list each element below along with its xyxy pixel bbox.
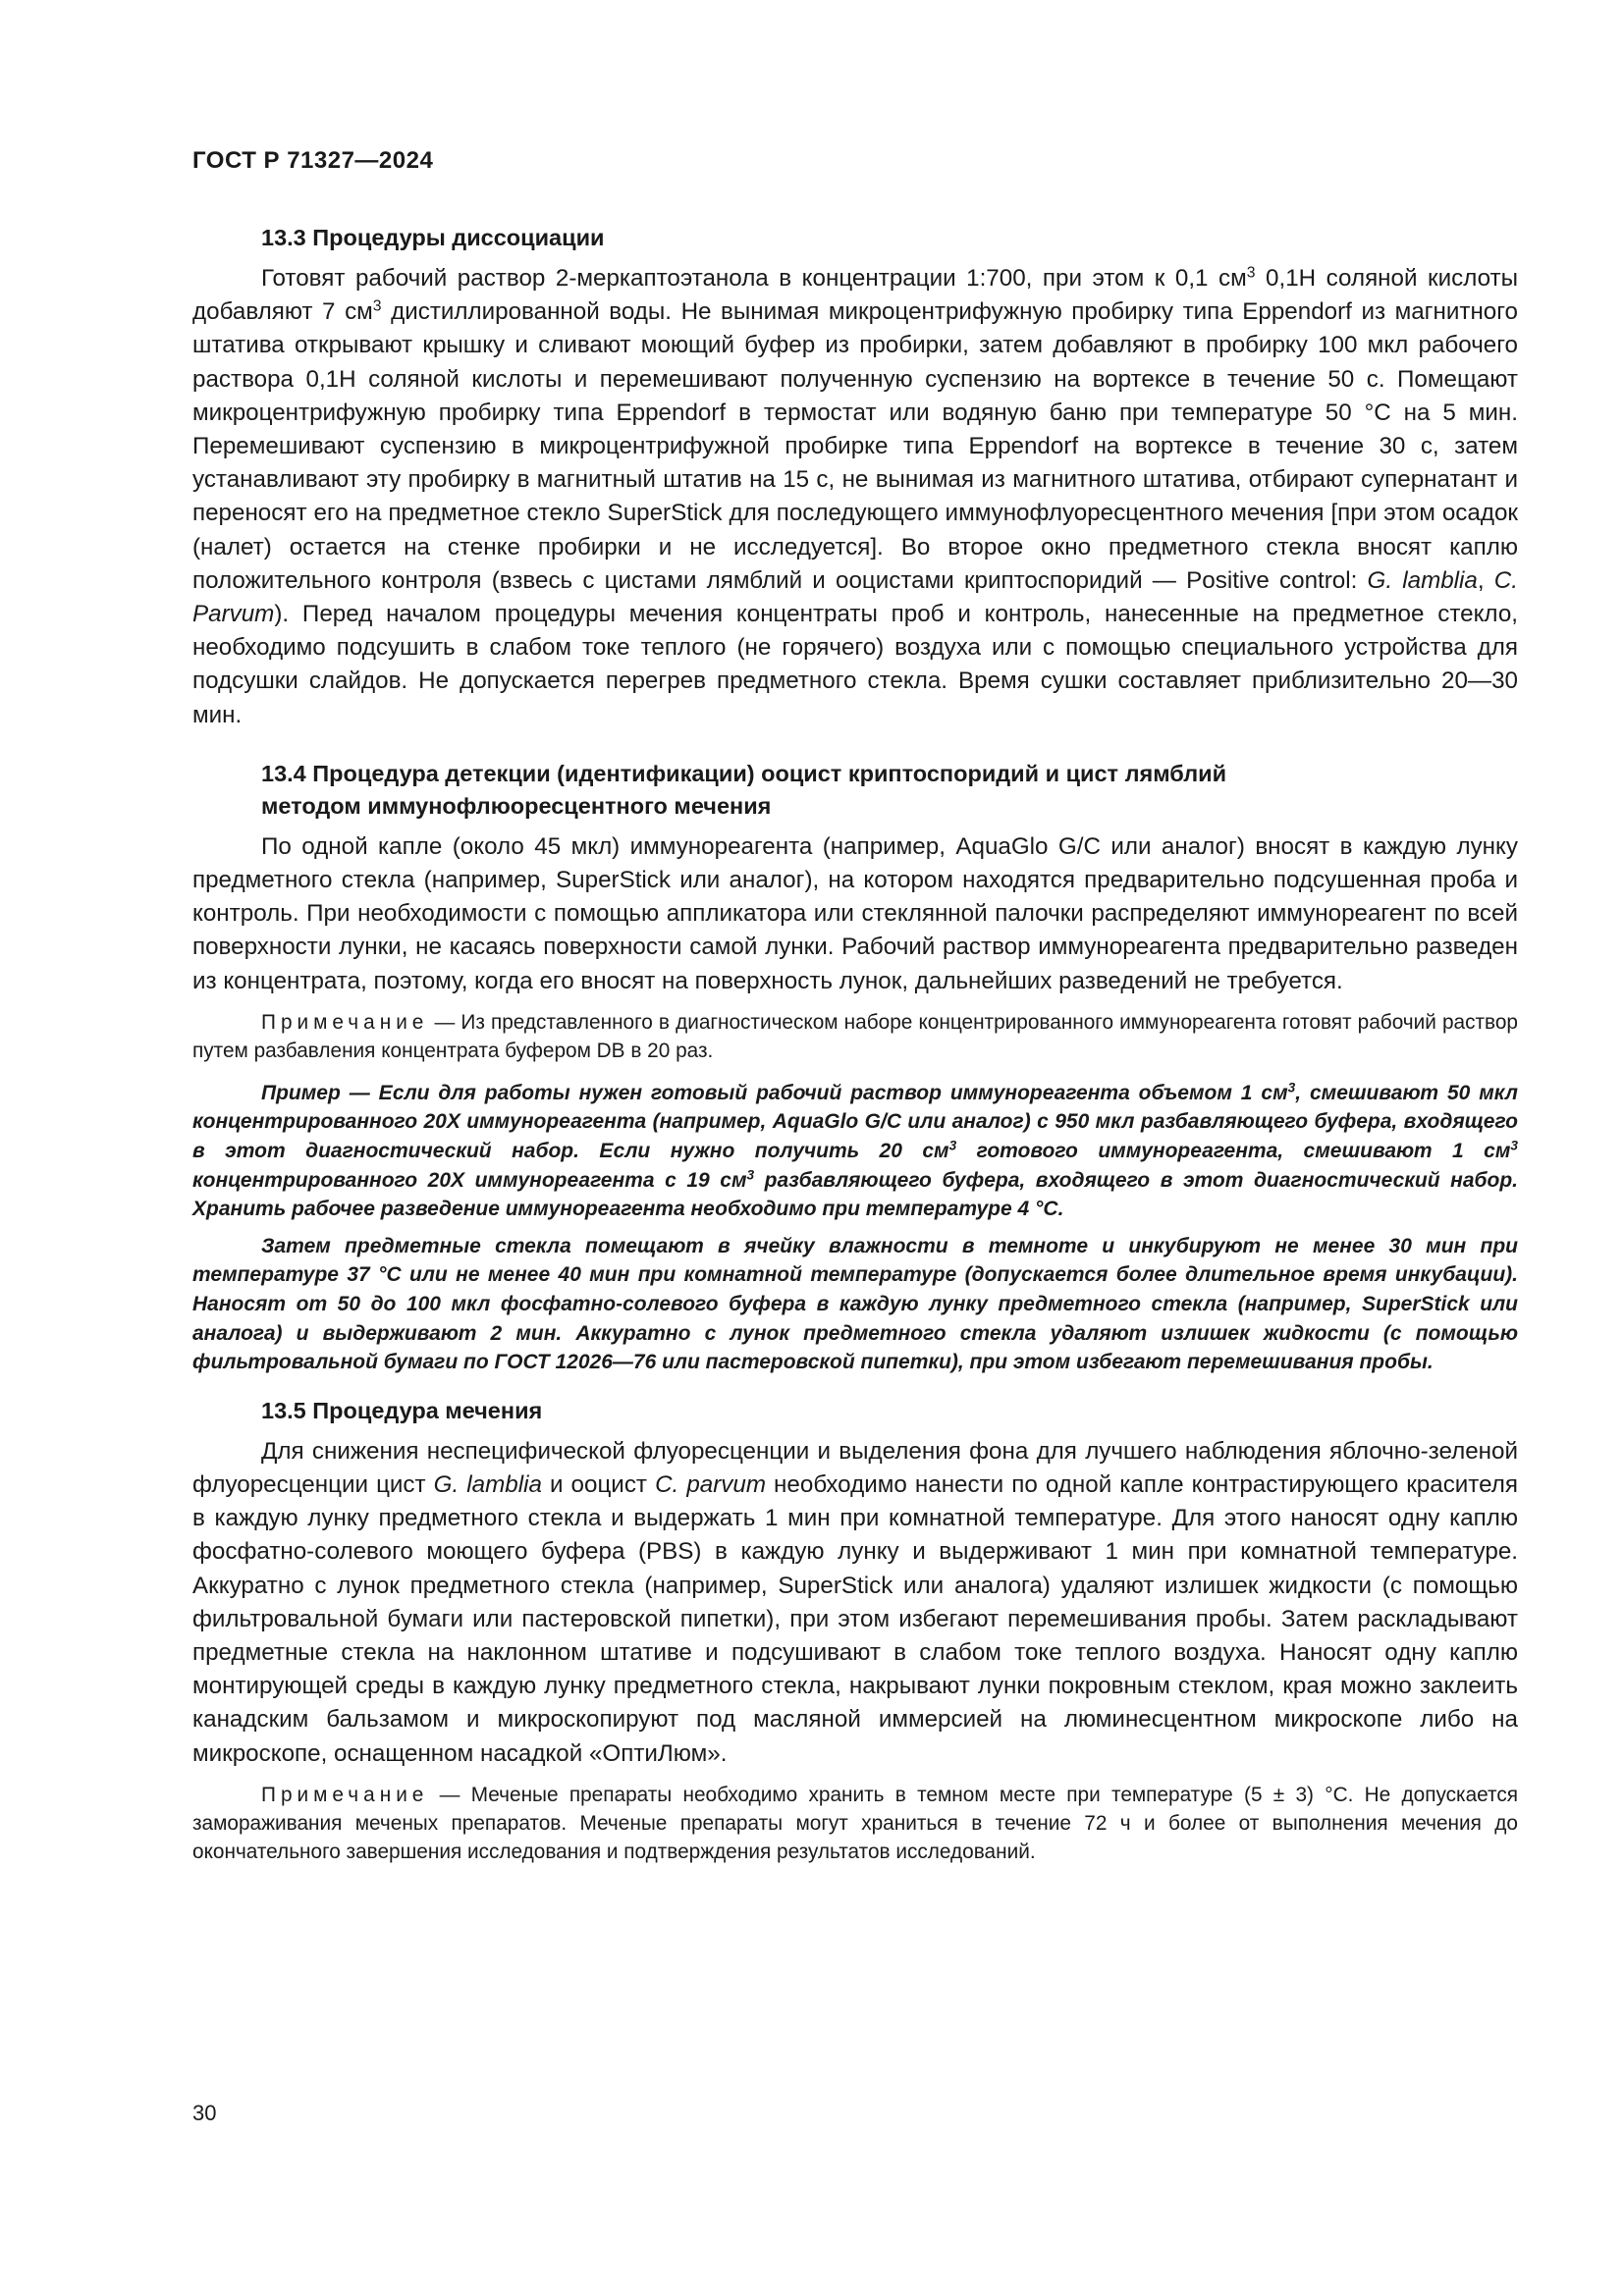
species-name: C. Parvum bbox=[192, 566, 1518, 628]
section-13-4-note bbox=[192, 1008, 1518, 1065]
section-13-5-heading: 13.5 Процедура мечения bbox=[261, 1397, 543, 1423]
heading-line: методом иммунофлюоресцентного мечения bbox=[261, 792, 772, 819]
section-13-5-paragraph bbox=[192, 1435, 1518, 1771]
text-run: , bbox=[1477, 566, 1494, 594]
text-run: ). Перед началом процедуры мечения концентраты проб и контроль, нанесенные на предметное стекло, необходимо подсушить в слабом токе теплого (не горячего) воздуха или с помощью специального устройства для подсушки слайдов. Не допускается перегрев предметного стекла. Время сушки составляет приблизительно 20—30 мин. bbox=[192, 601, 1518, 728]
note-label: Примечание bbox=[261, 1783, 429, 1806]
note-text: — Из представленного в диагностическом наборе концентрированного иммунореагента готовят рабочий раствор путем разбавления концентрата буфером DB в 20 раз. bbox=[192, 1010, 1518, 1062]
superscript: 3 bbox=[746, 1167, 755, 1183]
text-run: необходимо нанести по одной капле контрастирующего красителя в каждую лунку предметного стекла и выдержать 1 мин при комнатной температуре. Для этого наносят одну каплю фосфатно-солевого моющего буфера (PBS) в каждую лунку и выдерживают 1 мин при комнатной температуре. Аккуратно с лунок предметного стекла (например, SuperStick или аналога) удаляют излишек жидкости (с помощью фильтровальной бумаги или пастеровской пипетки), при этом избегают перемешивания пробы. Затем раскладывают предметные стекла на наклонном штативе и подсушивают в слабом токе теплого воздуха. Наносят одну каплю монтирующей среды в каждую лунку предметного стекла, накрывают лунки покровным стеклом, края можно заклеить канадским бальзамом и микроскопируют под масляной иммерсией на люминесцентном микроскопе либо на микроскопе, оснащенном насадкой «ОптиЛюм». bbox=[192, 1471, 1518, 1767]
species-name: G. lamblia bbox=[1367, 566, 1478, 594]
section-13-4-paragraph: По одной капле (около 45 мкл) иммунореагента (например, AquaGlo G/C или аналог) вносят в каждую лунку предметного стекла (например, SuperStick или аналог), на котором находятся предварительно подсушенная проба и контроль. При необходимости с помощью аппликатора или стеклянной палочки распределяют иммунореагент по всей поверхности лунки, не касаясь поверхности самой лунки. Рабочий раствор иммунореагента предварительно разведен из концентрата, поэтому, когда его вносят на поверхность лунок, дальнейших разведений не требуется. bbox=[192, 832, 1518, 994]
text-run: Пример — Если для работы нужен готовый рабочий раствор иммунореагента объемом 1 см bbox=[261, 1081, 1288, 1104]
superscript: 3 bbox=[372, 297, 382, 315]
note-label: Примечание bbox=[261, 1010, 429, 1034]
text-run: Готовят рабочий раствор 2-меркаптоэтанола в концентрации 1:700, при этом к 0,1 см bbox=[261, 265, 1247, 292]
text-run: и ооцист bbox=[541, 1471, 656, 1498]
superscript: 3 bbox=[1246, 264, 1256, 282]
document-header: ГОСТ Р 71327—2024 bbox=[192, 147, 434, 174]
text-run: разбавляющего буфера, входящего в этот диагностический набор. Хранить рабочее разведение иммунореагента необходимо при температуре 4 °С. bbox=[192, 1168, 1518, 1221]
superscript: 3 bbox=[948, 1138, 957, 1153]
section-13-4-example bbox=[192, 1079, 1518, 1224]
text-run: готового иммунореагента, смешивают 1 см bbox=[956, 1140, 1511, 1163]
page-number: 30 bbox=[192, 2101, 217, 2125]
section-13-4-heading bbox=[192, 758, 1518, 823]
document-body bbox=[192, 222, 1518, 1866]
text-run: 0,1Н соляной кислоты добавляют 7 см bbox=[192, 265, 1518, 326]
superscript: 3 bbox=[1510, 1138, 1518, 1153]
text-run: , смешивают 50 мкл концентрированного 20Х иммунореагента (например, AquaGlo G/C или аналог) с 950 мкл разбавляющего буфера, входящего в этот диагностический набор. Если нужно получить 20 см bbox=[192, 1081, 1518, 1163]
heading-line: 13.4 Процедура детекции (идентификации) ооцист криптоспоридий и цист лямблий bbox=[261, 760, 1227, 786]
superscript: 3 bbox=[1287, 1080, 1296, 1095]
section-13-5-note bbox=[192, 1781, 1518, 1866]
species-name: G. lamblia bbox=[433, 1471, 542, 1498]
note-text: — Меченые препараты необходимо хранить в темном месте при температуре (5 ± 3) °С. Не допускается замораживания меченых препаратов. Меченые препараты могут храниться в течение 72 ч и более от выполнения мечения до окончательного завершения исследования и подтверждения результатов исследований. bbox=[192, 1783, 1518, 1863]
text-run: Для снижения неспецифической флуоресценции и выделения фона для лучшего наблюдения яблочно-зеленой флуоресценции цист bbox=[192, 1437, 1518, 1498]
section-13-3-paragraph bbox=[192, 262, 1518, 732]
species-name: C. parvum bbox=[655, 1471, 766, 1498]
section-13-4-example-continued: Затем предметные стекла помещают в ячейку влажности в темноте и инкубируют не менее 30 мин при температуре 37 °С или не менее 40 мин при комнатной температуре (допускается более длительное время инкубации). Наносят от 50 до 100 мкл фосфатно-солевого буфера в каждую лунку предметного стекла (например, SuperStick или аналога) и выдерживают 2 мин. Аккуратно с лунок предметного стекла удаляют излишек жидкости (с помощью фильтровальной бумаги по ГОСТ 12026—76 или пастеровской пипетки), при этом избегают перемешивания пробы. bbox=[192, 1234, 1518, 1374]
text-run: дистиллированной воды. Не вынимая микроцентрифужную пробирку типа Eppendorf из магнитного штатива открывают крышку и сливают моющий буфер из пробирки, затем добавляют в пробирку 100 мкл рабочего раствора 0,1Н соляной кислоты и перемешивают полученную суспензию на вортексе в течение 50 с. Помещают микроцентрифужную пробирку типа Eppendorf в термостат или водяную баню при температуре 50 °С на 5 мин. Перемешивают суспензию в микроцентрифужной пробирке типа Eppendorf на вортексе в течение 30 с, затем устанавливают эту пробирку в магнитный штатив на 15 с, не вынимая из магнитного штатива, отбирают супернатант и переносят его на предметное стекло SuperStick для последующего иммунофлуоресцентного мечения [при этом осадок (налет) остается на стенке пробирки и не исследуется]. Во второе окно предметного стекла вносят каплю положительного контроля (взвесь с цистами лямблий и ооцистами криптоспоридий — Positive control: bbox=[192, 298, 1519, 594]
text-run: концентрированного 20Х иммунореагента с 19 см bbox=[192, 1168, 747, 1192]
section-13-3-heading: 13.3 Процедуры диссоциации bbox=[261, 225, 605, 250]
